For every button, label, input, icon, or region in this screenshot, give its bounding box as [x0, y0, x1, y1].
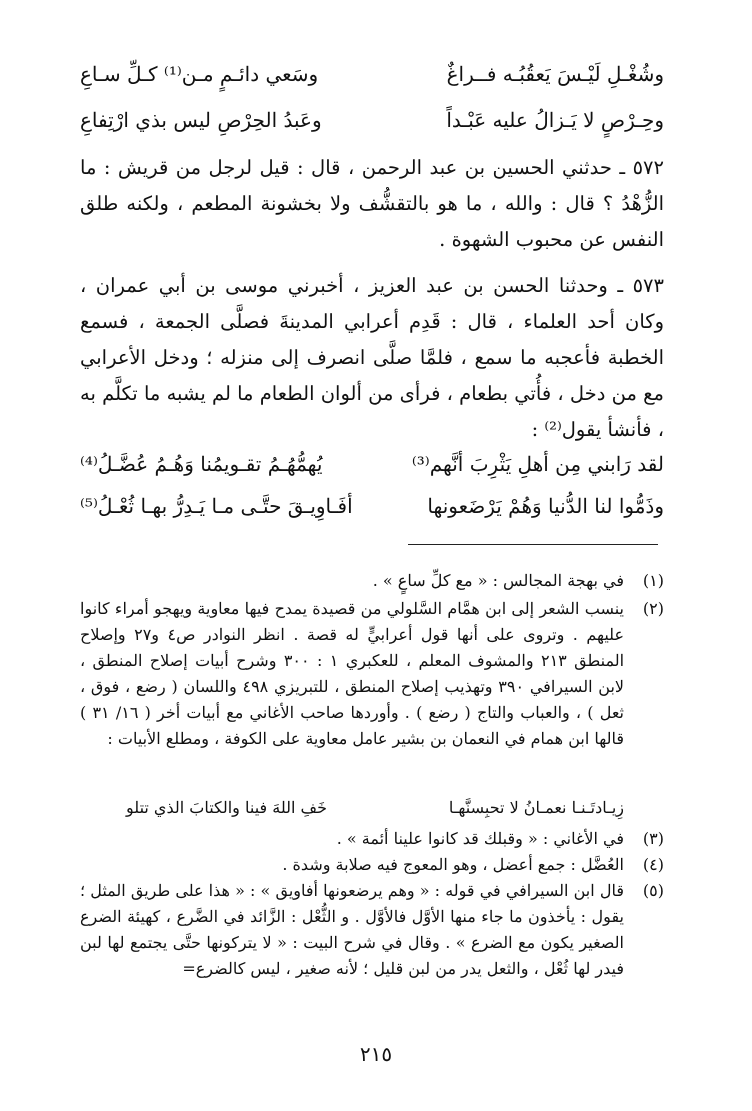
footnote	[80, 826, 664, 852]
footnote	[80, 852, 664, 878]
verse-line	[80, 494, 664, 530]
footnote-text: في بهجة المجالس : « مع كلِّ ساعٍ » .	[372, 571, 624, 590]
footnote-divider	[408, 544, 658, 545]
footnote-number: (٥)	[642, 881, 664, 900]
footnote-number: (٢)	[642, 599, 664, 618]
footnote-number: (٤)	[642, 855, 664, 874]
footnote-number: (١)	[642, 571, 664, 590]
verse-hemistich-left: خَفِ اللهَ فينا والكتابَ الذي تتلو	[126, 798, 327, 817]
verse-hemistich-right: زِيـادتَـنـا نعمـانُ لا تحبِسنَّهـا	[448, 798, 624, 817]
footnote-text: في الأغاني : « وقبلك قد كانوا علينا أئمة » .	[336, 829, 624, 848]
footnote-number: (٣)	[642, 829, 664, 848]
verse-hemistich-left: يُهمُّهُـمُ تقـويمُنا وَهُـمُ عُضَّـلُ⁽⁴⁾	[80, 452, 323, 476]
verse-hemistich-right: وشُغْـلِ لَيْـسَ يَعقُبُـه فــراغٌ	[446, 62, 664, 86]
verse-hemistich-right: وذَمُّوا لنا الدُّنيا وَهُمْ يَرْضَعونها	[427, 494, 664, 518]
footnote-verse	[126, 798, 624, 824]
footnote	[80, 596, 664, 752]
verse-line	[80, 108, 664, 144]
verse-hemistich-left: أفَـاوِيـقَ حتَّـى مـا يَـدِرُّ بهـا ثُعْـلُ⁽⁵⁾	[80, 494, 353, 518]
verse-hemistich-left: وسَعي دائـمٍ مـن⁽¹⁾ كـلِّ سـاعِ	[80, 62, 319, 86]
verse-hemistich-left: وعَبدُ الحِرْصِ ليس بذي ارْتِفاعِ	[80, 108, 322, 132]
page-number: ٢١٥	[359, 1042, 393, 1066]
paragraph-573: ٥٧٣ ـ وحدثنا الحسن بن عبد العزيز ، أخبرني موسى بن أبي عمران ، وكان أحد العلماء ، قال : قَدِم أعرابي المدينةَ فصلَّى الجمعة ، فسمع الخطبة فأعجبه ما سمع ، فلمَّا صلَّى انصرف إلى منزله ؛ ودخل الأعرابي مع من دخل ، فأُتي بطعام ، فرأى من ألوان الطعام ما لم يشبه ما تكلَّم به ، فأنشأ يقول⁽²⁾ :	[80, 274, 664, 441]
footnote-text: العُضَّل : جمع أعضل ، وهو المعوج فيه صلابة وشدة .	[282, 855, 624, 874]
verse-hemistich-right: وحِـرْصٍ لا يَـزالُ عليه عَبْـداً	[446, 108, 664, 132]
verse-line	[80, 452, 664, 488]
verse-hemistich-right: لقد رَابني مِن أهلِ يَثْرِبَ أنَّهم⁽³⁾	[411, 452, 664, 476]
paragraph-572: ٥٧٢ ـ حدثني الحسين بن عبد الرحمن ، قال : قيل لرجل من قريش : ما الزُّهْدُ ؟ قال : والله ، ما هو بالتقشُّف ولا بخشونة المطعم ، ولكنه طلق النفس عن محبوب الشهوة .	[80, 156, 664, 251]
footnote-text: ينسب الشعر إلى ابن همَّام السَّلولي من قصيدة يمدح فيها معاوية ويهجو أمراء كانوا عليهم . وتروى على أنها قول أعرابيٍّ له قصة . انظر النوادر ص٤ و٢٧ وإصلاح المنطق ٢١٣ والمشوف المعلم ، للعكبري ١ : ٣٠٠ وشرح أبيات إصلاح المنطق ، لابن السيرافي ٣٩٠ وتهذيب إصلاح المنطق ، للتبريزي ٤٩٨ واللسان ( رضع ، فوق ، ثعل ) ، والعباب والتاج ( رضع ) . وأوردها صاحب الأغاني مع أبيات أخر ( ١٦/ ٣١ ) قالها ابن همام في النعمان بن بشير عامل معاوية على الكوفة ، ومطلع الأبيات :	[80, 599, 625, 748]
footnote	[80, 568, 664, 594]
verse-line	[80, 62, 664, 98]
footnote-text: قال ابن السيرافي في قوله : « وهم يرضعونها أفاويق » : « هذا على طريق المثل ؛ يقول : يأخذون ما جاء منها الأوَّل فالأوَّل . و الثُّعْل : الزَّائد في الضَّرع ، كهيئة الضرع الصغير يكون مع الضرع » . وقال في شرح البيت : « لا يتركونها حتَّى يجتمع لها لبن فيدر لها ثُعْل ، والثعل يدر من لبن قليل ؛ لأنه صغير ، ليس كالضرع=	[80, 881, 624, 978]
footnote	[80, 878, 664, 982]
